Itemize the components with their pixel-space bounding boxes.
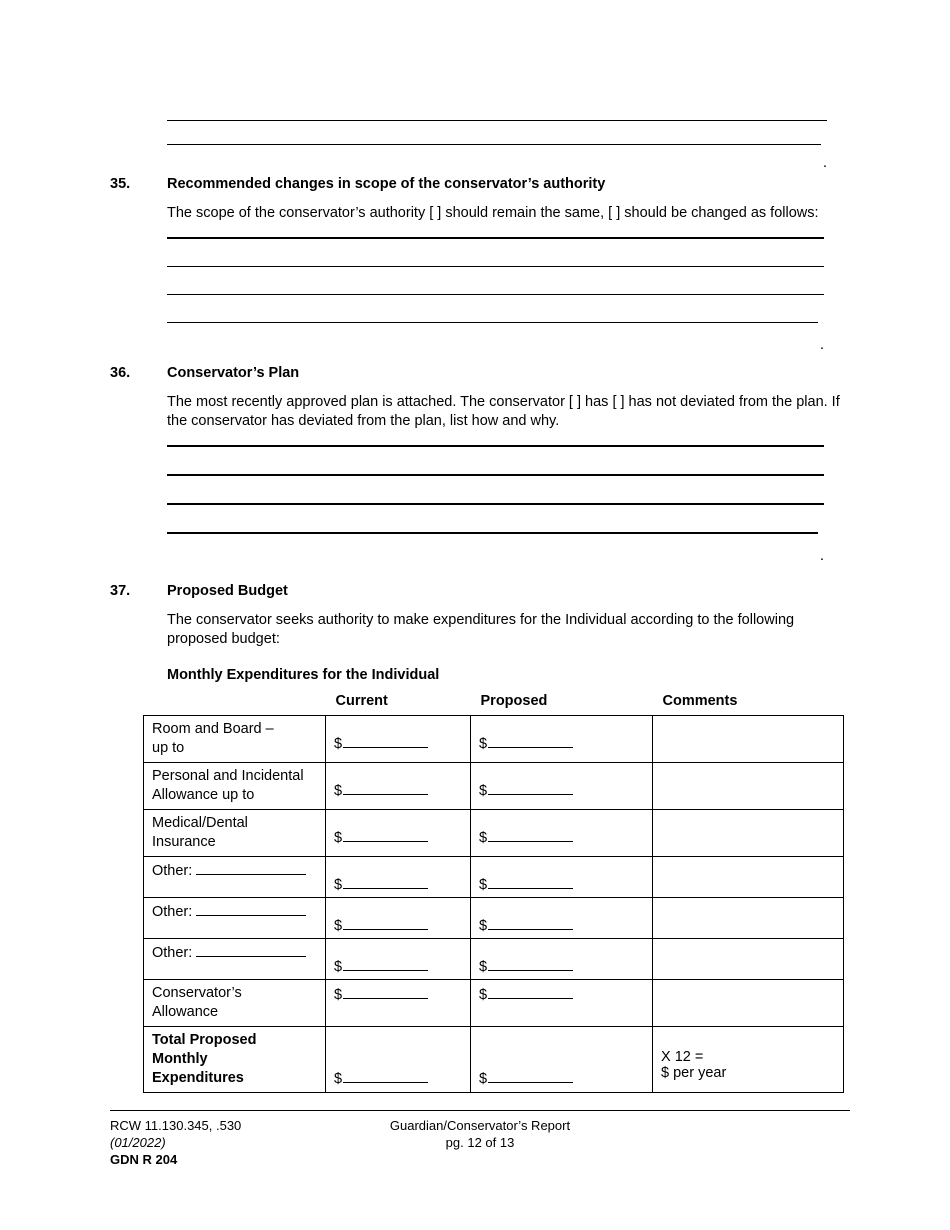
dollar-sign: $ xyxy=(334,1071,343,1087)
other-description-blank[interactable] xyxy=(196,943,306,957)
answer-line[interactable] xyxy=(167,294,824,295)
dollar-sign: $ xyxy=(479,736,488,752)
current-cell[interactable] xyxy=(326,980,471,1027)
amount-blank[interactable] xyxy=(343,828,428,842)
proposed-cell[interactable] xyxy=(471,857,653,898)
section-37 xyxy=(110,583,850,1093)
dollar-sign: $ xyxy=(661,1065,670,1081)
amount-blank[interactable] xyxy=(488,734,573,748)
footer-revision-date: (01/2022) xyxy=(110,1135,166,1150)
row-label-line1: Personal and Incidental xyxy=(152,768,304,784)
comments-cell[interactable] xyxy=(653,857,844,898)
amount-blank[interactable] xyxy=(343,734,428,748)
section-35-number: 35. xyxy=(110,176,131,192)
current-cell[interactable] xyxy=(326,810,471,857)
budget-table-wrapper xyxy=(143,693,843,1093)
blank-line xyxy=(167,120,827,121)
amount-blank[interactable] xyxy=(488,985,573,999)
monthly-expenditures-subheading: Monthly Expenditures for the Individual xyxy=(167,667,440,683)
dollar-sign: $ xyxy=(334,918,343,934)
table-row xyxy=(144,898,844,939)
dollar-sign: $ xyxy=(479,1071,488,1087)
row-label-personal-incidental xyxy=(144,763,326,810)
dollar-sign: $ xyxy=(334,987,343,1003)
column-header-blank xyxy=(144,693,326,716)
row-label-line2: Allowance up to xyxy=(152,787,255,803)
section-35-answer-lines xyxy=(167,237,824,353)
section-37-title: Proposed Budget xyxy=(167,583,288,599)
table-row xyxy=(144,980,844,1027)
current-cell[interactable] xyxy=(326,939,471,980)
amount-blank[interactable] xyxy=(488,828,573,842)
row-label-other xyxy=(144,857,326,898)
dollar-sign: $ xyxy=(334,783,343,799)
table-header-row xyxy=(144,693,844,716)
total-label-line2: Monthly xyxy=(152,1051,208,1067)
answer-line[interactable] xyxy=(167,532,818,534)
section-36-title: Conservator’s Plan xyxy=(167,365,300,381)
row-label-line2: up to xyxy=(152,740,185,756)
total-label-line1: Total Proposed xyxy=(152,1032,257,1048)
proposed-cell[interactable] xyxy=(471,980,653,1027)
answer-line-with-period[interactable] xyxy=(167,322,824,353)
row-label-conservator-allowance xyxy=(144,980,326,1027)
table-row xyxy=(144,716,844,763)
footer-document-title: Guardian/Conservator’s Report xyxy=(389,1118,571,1133)
row-label-total-proposed xyxy=(144,1027,326,1093)
proposed-budget-table xyxy=(143,693,844,1093)
answer-line[interactable] xyxy=(167,503,824,505)
footer-center-block xyxy=(370,1117,590,1151)
proposed-cell[interactable] xyxy=(471,810,653,857)
footer-page-number: pg. 12 of 13 xyxy=(445,1135,515,1150)
amount-blank[interactable] xyxy=(488,781,573,795)
total-proposed-cell[interactable] xyxy=(471,1027,653,1093)
section-37-heading xyxy=(110,583,850,599)
section-36-number: 36. xyxy=(110,365,131,381)
top-blank-lines xyxy=(167,120,827,171)
period-mark: . xyxy=(819,336,824,353)
section-37-number: 37. xyxy=(110,583,131,599)
row-label-line1: Other: xyxy=(152,945,193,961)
total-comments-cell[interactable] xyxy=(653,1027,844,1093)
footer-form-number: GDN R 204 xyxy=(110,1152,178,1167)
comments-cell[interactable] xyxy=(653,898,844,939)
dollar-sign: $ xyxy=(334,736,343,752)
table-row xyxy=(144,939,844,980)
section-35-heading xyxy=(110,176,850,192)
dollar-sign: $ xyxy=(334,830,343,846)
answer-line[interactable] xyxy=(167,322,818,323)
proposed-cell[interactable] xyxy=(471,716,653,763)
footer-divider xyxy=(110,1110,850,1111)
amount-blank[interactable] xyxy=(488,957,573,971)
dollar-sign: $ xyxy=(334,877,343,893)
comments-cell[interactable] xyxy=(653,980,844,1027)
amount-blank[interactable] xyxy=(343,985,428,999)
section-35-title: Recommended changes in scope of the conservator’s authority xyxy=(167,176,606,192)
column-header-current: Current xyxy=(335,693,388,709)
row-label-line1: Room and Board – xyxy=(152,721,274,737)
table-row xyxy=(144,810,844,857)
row-label-medical-dental xyxy=(144,810,326,857)
amount-blank[interactable] xyxy=(488,916,573,930)
table-row-total xyxy=(144,1027,844,1093)
answer-line[interactable] xyxy=(167,445,824,447)
amount-blank[interactable] xyxy=(343,957,428,971)
proposed-cell[interactable] xyxy=(471,939,653,980)
amount-blank[interactable] xyxy=(343,916,428,930)
proposed-cell[interactable] xyxy=(471,763,653,810)
dollar-sign: $ xyxy=(479,959,488,975)
section-36-answer-lines xyxy=(167,445,824,564)
row-label-line1: Conservator’s xyxy=(152,985,242,1001)
comments-cell[interactable] xyxy=(653,810,844,857)
other-description-blank[interactable] xyxy=(196,861,306,875)
section-35 xyxy=(110,176,850,353)
row-label-line1: Other: xyxy=(152,863,193,879)
row-label-other xyxy=(144,939,326,980)
blank-line-with-period xyxy=(167,144,827,171)
current-cell[interactable] xyxy=(326,898,471,939)
dollar-sign: $ xyxy=(479,830,488,846)
row-label-line1: Medical/Dental xyxy=(152,815,248,831)
period-mark: . xyxy=(822,154,827,171)
current-cell[interactable] xyxy=(326,857,471,898)
column-header-proposed: Proposed xyxy=(480,693,548,709)
blank-line xyxy=(167,144,821,145)
answer-line[interactable] xyxy=(167,474,824,476)
row-label-other xyxy=(144,898,326,939)
current-cell[interactable] xyxy=(326,716,471,763)
footer-statute: RCW 11.130.345, .530 xyxy=(110,1118,242,1133)
section-36 xyxy=(110,365,850,564)
answer-line-with-period[interactable] xyxy=(167,532,824,564)
per-year-label: per year xyxy=(669,1065,727,1081)
section-36-heading xyxy=(110,365,850,381)
dollar-sign: $ xyxy=(479,877,488,893)
x12-label: X 12 = xyxy=(661,1049,704,1065)
answer-line[interactable] xyxy=(167,237,824,239)
amount-blank[interactable] xyxy=(343,781,428,795)
section-36-body: The most recently approved plan is attached. The conservator [ ] has [ ] has not deviated from the plan. If the conservator has deviated from the plan, list how and why. xyxy=(167,394,840,429)
row-label-line1: Other: xyxy=(152,904,193,920)
row-label-line2: Allowance xyxy=(152,1004,219,1020)
table-row xyxy=(144,857,844,898)
row-label-room-and-board xyxy=(144,716,326,763)
proposed-cell[interactable] xyxy=(471,898,653,939)
column-header-comments: Comments xyxy=(662,693,738,709)
comments-cell[interactable] xyxy=(653,716,844,763)
total-current-cell[interactable] xyxy=(326,1027,471,1093)
section-35-body: The scope of the conservator’s authority [ ] should remain the same, [ ] should be changed as follows: xyxy=(167,205,819,221)
amount-blank[interactable] xyxy=(488,1069,573,1083)
dollar-sign: $ xyxy=(334,959,343,975)
section-37-body: The conservator seeks authority to make expenditures for the Individual according to the following proposed budget: xyxy=(167,612,795,647)
period-mark: . xyxy=(819,547,824,564)
amount-blank[interactable] xyxy=(343,875,428,889)
dollar-sign: $ xyxy=(479,987,488,1003)
dollar-sign: $ xyxy=(479,783,488,799)
other-description-blank[interactable] xyxy=(196,902,306,916)
amount-blank[interactable] xyxy=(343,1069,428,1083)
dollar-sign: $ xyxy=(479,918,488,934)
comments-cell[interactable] xyxy=(653,939,844,980)
amount-blank[interactable] xyxy=(488,875,573,889)
footer-left-block xyxy=(110,1117,241,1168)
comments-cell[interactable] xyxy=(653,763,844,810)
page-footer xyxy=(110,1110,850,1173)
per-year-amount[interactable] xyxy=(661,1065,726,1081)
row-label-line2: Insurance xyxy=(152,834,216,850)
answer-line[interactable] xyxy=(167,266,824,267)
current-cell[interactable] xyxy=(326,763,471,810)
table-row xyxy=(144,763,844,810)
total-label-line3: Expenditures xyxy=(152,1070,244,1086)
